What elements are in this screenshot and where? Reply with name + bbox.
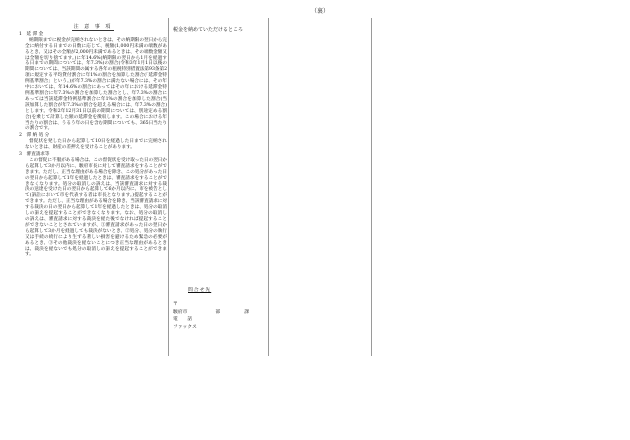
section-body-late-fee: 納期限までに税金が完納されないときは、その納期限の翌日から完全に納付する日までの日数に応じて、税額(1,000円未満の端数があるとき、又はその全額が2,000円未満であるときは、その端数金額又は全額を切り捨てます。)に年14.6%(納期限の翌日から1月を経過する日までの期間については、年7.3%)の割合(令和3年1月1日以後の期間については、当該期間の属する各年の租税特別措置法第93条第2項に規定する平均貸付割合に年1%の割合を加算した割合(「延滞金特例基準割合」という。)が年7.3%の割合に満たない場合には、その年中においては、年14.6%の割合にあってはその年における延滞金特例基準割合に年7.3%の割合を加算した割合とし、年7.3%の割合にあっては当該延滞金特例基準割合に年1%の割合を加算した割合(当該加算した割合が年7.3%の割合を超える場合には、年7.3%の割合)とします。令和2年12月31日以前の期間については、別途定める割合)を乗じて計算した額の延滞金を徴収します。この場合における年当たりの割合は、うるう年の日を含む期間についても、365日当たりの割合です。 [25, 37, 167, 132]
phone-label: 電 話 [173, 317, 193, 323]
section-suffix: 課 [244, 309, 250, 315]
column-divider [268, 18, 269, 356]
payment-places-heading: 税金を納めていただけるところ [173, 27, 244, 33]
fax-label: ファックス [173, 325, 197, 331]
city-name: 駿府市 [173, 309, 188, 315]
section-heading-delinquency: 2 滞 納 処 分 [19, 133, 50, 139]
section-heading-late-fee: 1 延 滞 金 [19, 31, 44, 37]
page-side-label: （裏） [310, 8, 329, 15]
notes-title: 注 意 事 項 [73, 24, 113, 30]
department-suffix: 部 [215, 309, 221, 315]
section-heading-review-request: 3 審査請求等 [19, 152, 50, 158]
department-row [173, 309, 265, 317]
contact-block [173, 287, 265, 332]
section-body-review-request: この督促に不服がある場合は、この督促状を受け取った日の翌日から起算して3か月以内に、駿府市長に対して審査請求をすることができます。ただし、正当な理由がある場合を除き、この処分があった日の翌日から起算して1年を経過したときは、審査請求をすることができなくなります。処分の取消しの訴えは、当該審査請求に対する裁決の送達を受けた日の翌日から起算して6か月以内に、市を被告として(訴訟において市を代表する者は市長となります。)提起することができます。ただし、正当な理由がある場合を除き、当該審査請求に対する裁決の日の翌日から起算して1年を経過したときは、処分の取消しの訴えを提起することができなくなります。なお、処分の取消しの訴えは、審査請求に対する裁決を経た後でなければ提起することができないこととされていますが、①審査請求があった日の翌日から起算して3か月を経過しても裁決がないとき、②処分、処分の執行又は手続の続行により生ずる著しい損害を避けるため緊急の必要があるとき、③その他裁決を経ないことにつき正当な理由があるときは、裁決を経ないでも処分の取消しの訴えを提起することができます。 [25, 157, 167, 258]
postal-mark: 〒 [173, 301, 178, 307]
contact-label: 問合せ先 [188, 288, 212, 293]
notes-column [19, 25, 167, 258]
section-body-delinquency: 督促状を発した日から起算して10日を経過した日までに完納されないときは、財産の差押えを受けることがあります。 [25, 139, 167, 151]
column-divider [371, 18, 372, 356]
column-divider [168, 18, 169, 356]
